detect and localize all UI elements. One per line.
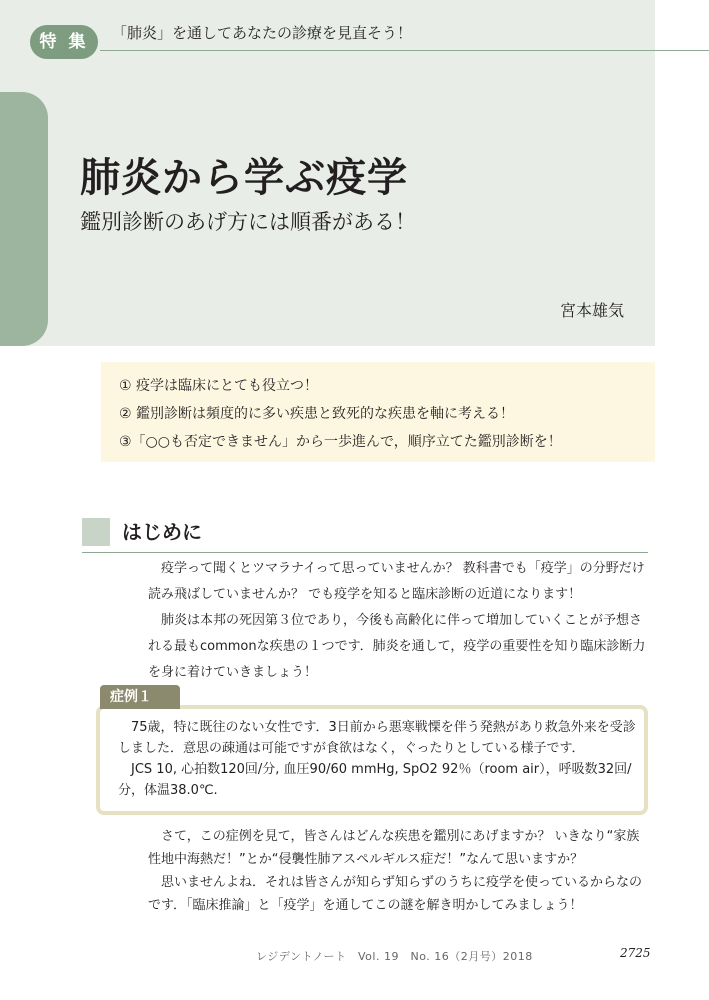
page-number: 2725 [620,946,651,960]
key-point: ③「○○も否定できません」から一歩進んで，順序立てた鑑別診断を！ [119,434,562,450]
section-title: はじめに [122,520,202,544]
case-box [96,705,648,815]
discussion-paragraph: 思いませんよね．それは皆さんが知らず知らずのうちに疫学を使っているからなのです．「臨床推論」と「疫学」を通してこの謎を解き明かしてみましょう！ [148,875,643,913]
intro-paragraph: 肺炎は本邦の死因第３位であり，今後も高齢化に伴って増加していくことが予想される最もcommonな疾患の１つです．肺炎を通して，疫学の重要性を知り臨床診断力を身に着けていきましょう！ [148,613,646,680]
feature-badge: 特 集 [30,25,98,59]
intro-body [148,556,648,686]
discussion-body [148,825,648,917]
discussion-paragraph: さて，この症例を見て，皆さんはどんな疾患を鑑別にあげますか？ いきなり“家族性地中海熱だ！”とか“侵襲性肺アスペルギルス症だ！”なんて思いますか？ [148,829,640,867]
article-subtitle: 鑑別診断のあげ方には順番がある！ [80,210,416,234]
case-paragraph: 75歳，特に既往のない女性です．3日前から悪寒戦慄を伴う発熱があり救急外来を受診しました．意思の疎通は可能ですが食欲はなく，ぐったりとしている様子です． [118,720,636,756]
key-points-box [101,362,655,462]
hero-side-tab [0,92,48,346]
article-author: 宮本雄気 [560,301,625,320]
section-heading [82,518,648,553]
feature-title: 「肺炎」を通してあなたの診療を見直そう！ [112,24,413,42]
section-marker-icon [82,518,110,546]
case-text [118,717,638,801]
journal-footer: レジデントノート Vol. 19 No. 16（2月号）2018 [256,950,533,963]
intro-paragraph: 疫学って聞くとツマラナイって思っていませんか？ 教科書でも「疫学」の分野だけ読み飛ばしていませんか？ でも疫学を知ると臨床診断の近道になります！ [148,561,645,602]
article-title: 肺炎から学ぶ疫学 [80,155,408,201]
case-label: 症例１ [100,685,180,709]
key-point: ① 疫学は臨床にとても役立つ！ [119,378,319,394]
header-rule [100,50,709,51]
case-paragraph: JCS 10, 心拍数120回/分, 血圧90/60 mmHg, SpO2 92％（room air），呼吸数32回/分，体温38.0℃. [118,762,632,798]
key-point: ② 鑑別診断は頻度的に多い疾患と致死的な疾患を軸に考える！ [119,406,514,422]
